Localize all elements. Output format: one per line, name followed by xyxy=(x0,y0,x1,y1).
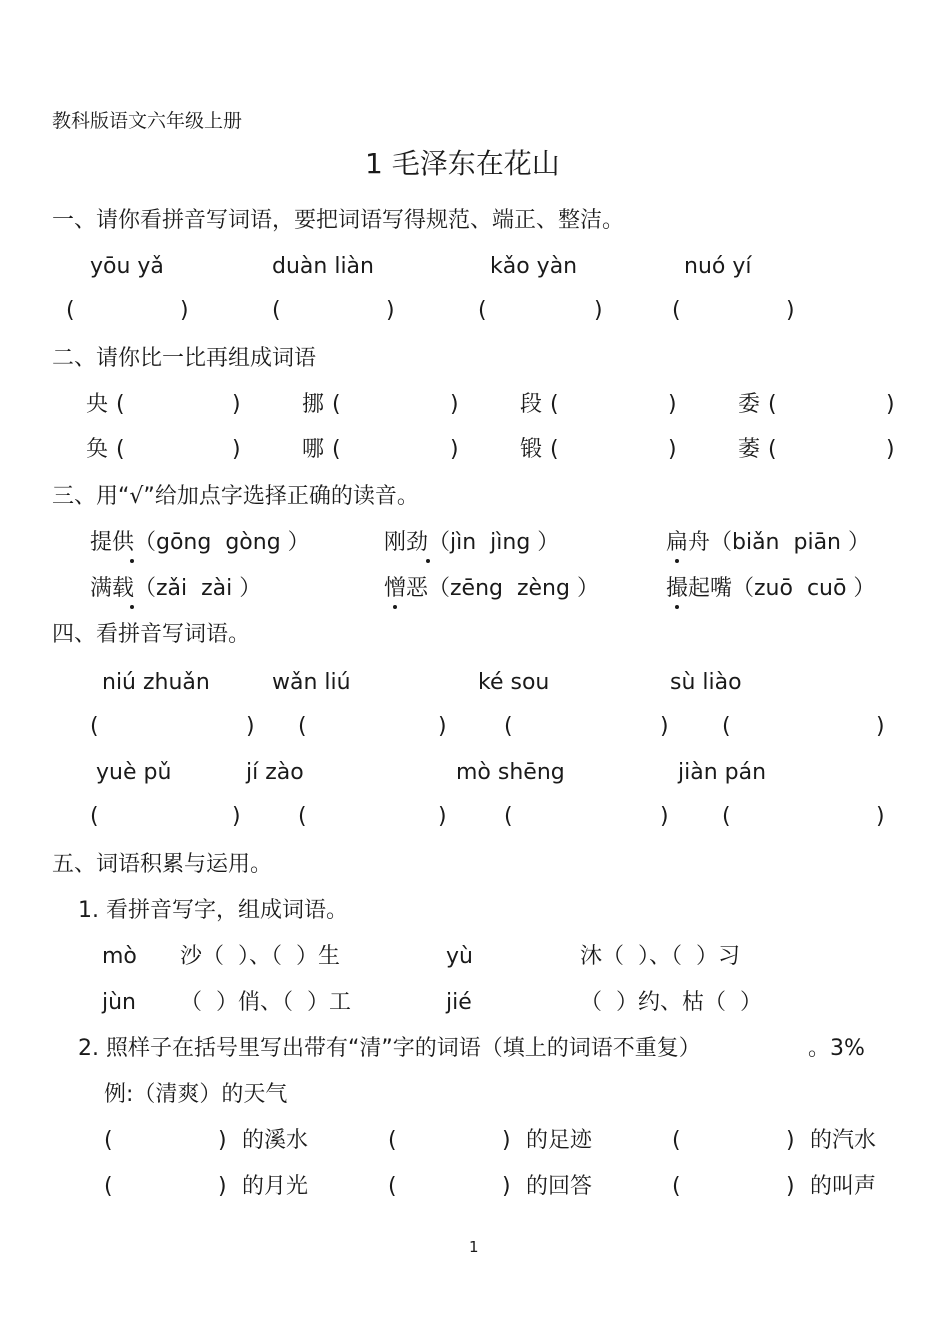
phrase-suffix: 的叫声 xyxy=(810,1174,877,1199)
pinyin-item: wǎn liú xyxy=(272,670,351,695)
pinyin-item: yù xyxy=(446,944,473,969)
answer-close: ) xyxy=(660,804,669,829)
answer-open: ( xyxy=(298,804,307,829)
phrase-suffix: 的汽水 xyxy=(810,1128,877,1153)
answer-close: ) xyxy=(232,804,241,829)
answer-open: ( xyxy=(504,804,513,829)
answer-close: ) xyxy=(218,1128,227,1153)
pinyin-item: jùn xyxy=(102,990,136,1015)
answer-open: ( xyxy=(388,1128,397,1153)
answer-close: ) xyxy=(786,1174,795,1199)
answer-close: ) xyxy=(218,1174,227,1199)
answer-open: ( xyxy=(272,298,281,323)
answer-close: ) xyxy=(502,1174,511,1199)
answer-close: ) xyxy=(786,298,795,323)
emphasis-dot xyxy=(426,559,430,563)
answer-close: ) xyxy=(660,714,669,739)
answer-open: ( xyxy=(332,392,341,417)
answer-close: ) xyxy=(450,437,459,462)
phrase-suffix: 的月光 xyxy=(242,1174,309,1199)
answer-close: ) xyxy=(232,437,241,462)
answer-close: ) xyxy=(438,714,447,739)
answer-close: ) xyxy=(876,714,885,739)
answer-open: ( xyxy=(298,714,307,739)
page-number: 1 xyxy=(469,1238,479,1256)
reading-choice: 撮起嘴（zuō cuō ） xyxy=(666,576,876,601)
answer-close: ) xyxy=(502,1128,511,1153)
book-label: 教科版语文六年级上册 xyxy=(52,110,243,132)
answer-close: ) xyxy=(786,1128,795,1153)
answer-open: ( xyxy=(768,437,777,462)
answer-close: ) xyxy=(594,298,603,323)
phrase-suffix: 的足迹 xyxy=(526,1128,593,1153)
section-5-heading: 五、词语积累与运用。 xyxy=(52,852,273,877)
question-2-title: 2. 照样子在括号里写出带有“清”字的词语（填上的词语不重复） xyxy=(78,1036,701,1061)
answer-open: ( xyxy=(66,298,75,323)
word-blanks: （ ）俏、（ ）工 xyxy=(180,990,351,1015)
answer-close: ) xyxy=(438,804,447,829)
answer-close: ) xyxy=(668,437,677,462)
emphasis-dot xyxy=(675,605,679,609)
answer-open: ( xyxy=(104,1174,113,1199)
answer-open: ( xyxy=(116,392,125,417)
pinyin-item: nuó yí xyxy=(684,254,752,279)
pinyin-item: sù liào xyxy=(670,670,742,695)
answer-open: ( xyxy=(672,1174,681,1199)
pinyin-item: mò xyxy=(102,944,137,969)
answer-open: ( xyxy=(504,714,513,739)
section-2-heading: 二、请你比一比再组成词语 xyxy=(52,346,317,371)
character: 哪 xyxy=(302,437,325,462)
answer-open: ( xyxy=(90,714,99,739)
section-1-heading: 一、请你看拼音写词语，要把词语写得规范、端正、整洁。 xyxy=(52,208,625,233)
pinyin-item: kǎo yàn xyxy=(490,254,578,279)
reading-choice: 扁舟（biǎn piān ） xyxy=(666,530,870,555)
example-line: 例:（清爽）的天气 xyxy=(104,1082,288,1107)
answer-open: ( xyxy=(478,298,487,323)
pinyin-item: yuè pǔ xyxy=(96,760,172,785)
character: 委 xyxy=(738,392,761,417)
character: 段 xyxy=(520,392,543,417)
answer-open: ( xyxy=(388,1174,397,1199)
section-4-heading: 四、看拼音写词语。 xyxy=(52,622,251,647)
answer-open: ( xyxy=(332,437,341,462)
answer-close: ) xyxy=(232,392,241,417)
answer-open: ( xyxy=(550,392,559,417)
answer-close: ) xyxy=(886,437,895,462)
answer-open: ( xyxy=(722,714,731,739)
pinyin-item: jiàn pán xyxy=(678,760,767,785)
pinyin-item: jié xyxy=(446,990,472,1015)
answer-open: ( xyxy=(104,1128,113,1153)
page-title: 1 毛泽东在花山 xyxy=(365,147,560,180)
answer-open: ( xyxy=(116,437,125,462)
emphasis-dot xyxy=(393,605,397,609)
answer-close: ) xyxy=(668,392,677,417)
word-blanks: （ ）约、枯（ ） xyxy=(580,990,762,1015)
reading-choice: 满载（zǎi zài ） xyxy=(90,576,262,601)
answer-close: ) xyxy=(876,804,885,829)
word-blanks: 沐（ ）、（ ）习 xyxy=(580,944,740,969)
answer-close: ) xyxy=(886,392,895,417)
reading-choice: 憎恶（zēng zèng ） xyxy=(384,576,599,601)
answer-open: ( xyxy=(768,392,777,417)
character: 央 xyxy=(86,392,109,417)
emphasis-dot xyxy=(675,559,679,563)
reading-choice: 刚劲（jìn jìng ） xyxy=(384,530,560,555)
emphasis-dot xyxy=(130,605,134,609)
character: 奂 xyxy=(86,437,109,462)
answer-open: ( xyxy=(550,437,559,462)
pinyin-item: yōu yǎ xyxy=(90,254,164,279)
phrase-suffix: 的溪水 xyxy=(242,1128,309,1153)
emphasis-dot xyxy=(130,559,134,563)
word-blanks: 沙（ ）、（ ）生 xyxy=(180,944,340,969)
character: 萎 xyxy=(738,437,761,462)
pinyin-item: niú zhuǎn xyxy=(102,670,210,695)
answer-close: ) xyxy=(386,298,395,323)
answer-close: ) xyxy=(180,298,189,323)
answer-open: ( xyxy=(722,804,731,829)
score-label: 。3% xyxy=(808,1036,865,1061)
section-3-heading: 三、用“√”给加点字选择正确的读音。 xyxy=(52,484,419,509)
reading-choice: 提供（gōng gòng ） xyxy=(90,530,310,555)
pinyin-item: jí zào xyxy=(246,760,304,785)
answer-close: ) xyxy=(246,714,255,739)
phrase-suffix: 的回答 xyxy=(526,1174,593,1199)
pinyin-item: mò shēng xyxy=(456,760,565,785)
pinyin-item: ké sou xyxy=(478,670,550,695)
character: 锻 xyxy=(520,437,543,462)
character: 挪 xyxy=(302,392,325,417)
answer-open: ( xyxy=(672,1128,681,1153)
answer-open: ( xyxy=(672,298,681,323)
answer-open: ( xyxy=(90,804,99,829)
question-1-title: 1. 看拼音写字，组成词语。 xyxy=(78,898,348,923)
answer-close: ) xyxy=(450,392,459,417)
pinyin-item: duàn liàn xyxy=(272,254,374,279)
